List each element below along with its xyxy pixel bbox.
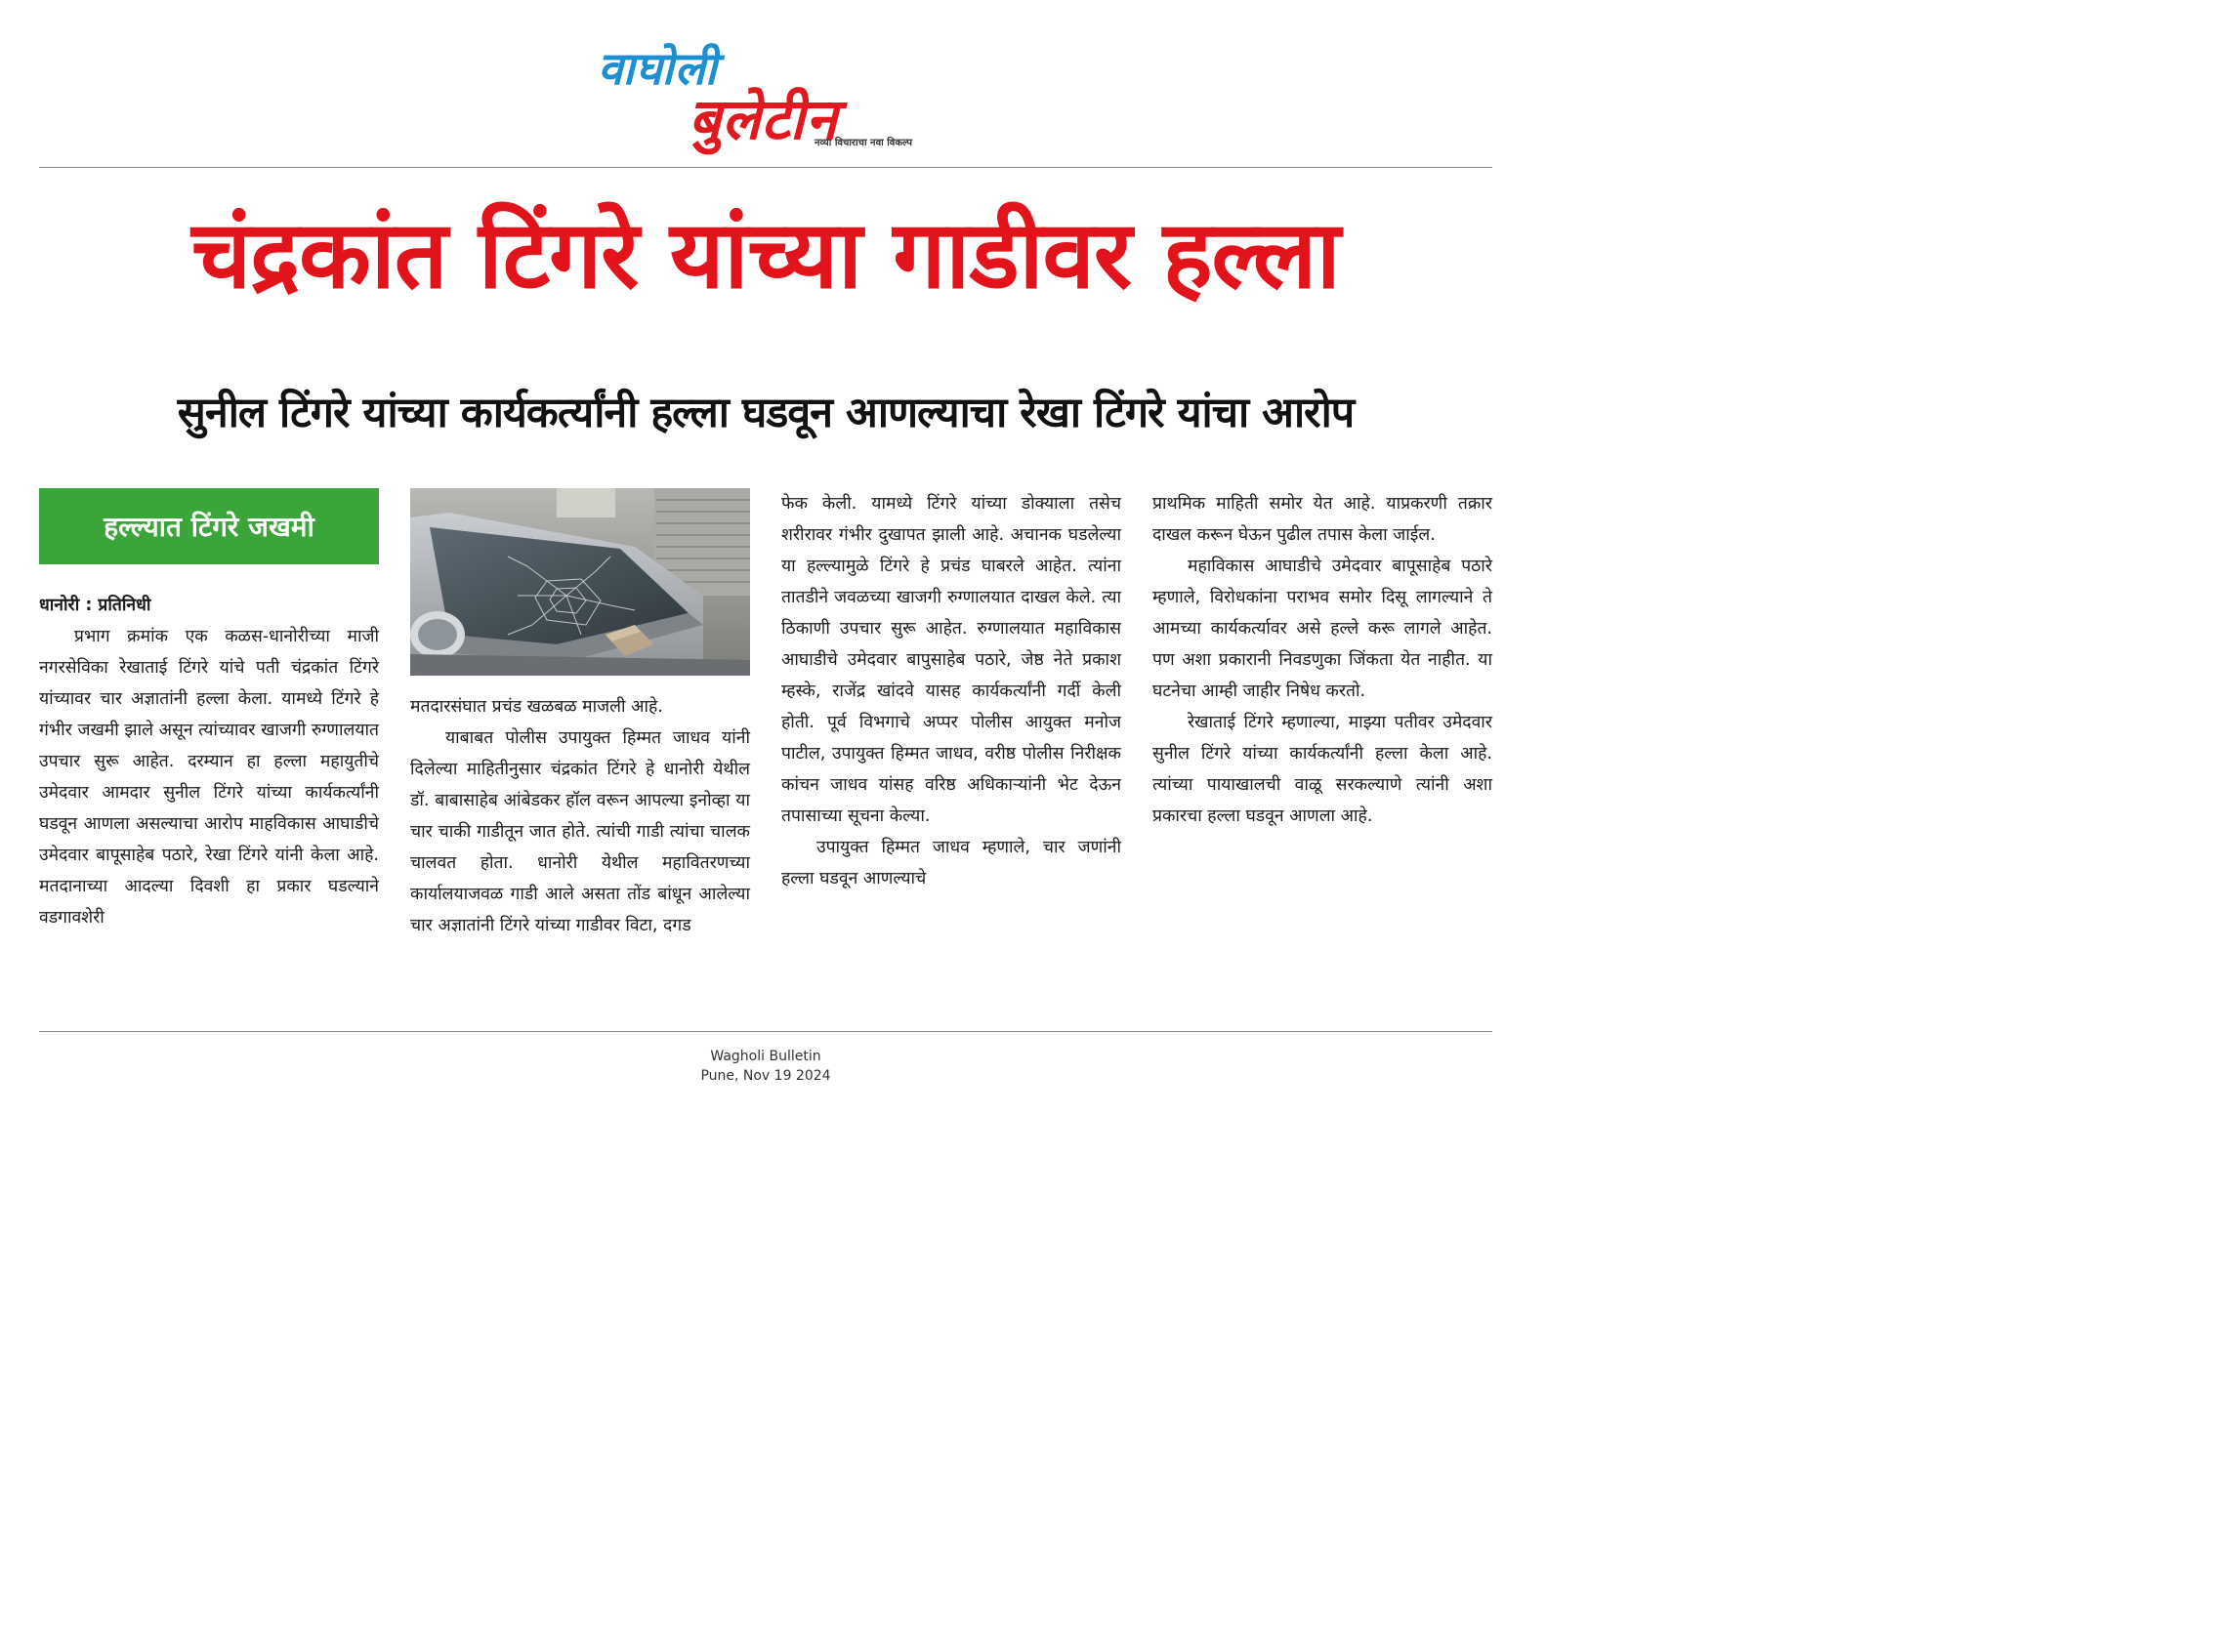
masthead-logo	[586, 37, 918, 152]
paragraph: प्राथमिक माहिती समोर येत आहे. याप्रकरणी तक्रार दाखल करून घेऊन पुढील तपास केला जाईल.	[1152, 494, 1492, 545]
news-photo	[410, 488, 750, 676]
paragraph: मतदारसंघात प्रचंड खळबळ माजली आहे.	[410, 697, 663, 717]
logo-tagline: नव्या विचाराचा नवा विकल्प	[814, 138, 912, 148]
paragraph: उपायुक्त हिम्मत जाधव म्हणाले, चार जणांनी हल्ला घडवून आणल्याचे	[781, 838, 1121, 888]
main-headline: चंद्रकांत टिंगरे यांच्या गाडीवर हल्ला	[191, 200, 1340, 310]
bottom-divider	[39, 1031, 1492, 1032]
article-column-3	[781, 488, 1121, 894]
article-column-2	[410, 691, 750, 941]
footer	[0, 1047, 1531, 1086]
paragraph: प्रभाग क्रमांक एक कळस-धानोरीच्या माजी नगरसेविका रेखाताई टिंगरे यांचे पती चंद्रकांत टिंगरे यांच्यावर चार अज्ञातांनी हल्ला केला. यामध्ये टिंगरे हे गंभीर जखमी झाले असून त्यांच्यावर खाजगी रुग्णालयात उपचार सुरू आहेत. दरम्यान हा हल्ला महायुतीचे उमेदवार आमदार सुनील टिंगरे यांच्या कार्यकर्त्यांनी घडवून आणला असल्याचा आरोप माहविकास आघाडीचे उमेदवार बापूसाहेब पठारे, रेखा टिंगरे यांनी केला आहे. मतदानाच्या आदल्या दिवशी हा प्रकार घडल्याने वडगावशेरी	[39, 627, 379, 928]
logo-wagholi: वाघोली	[598, 42, 718, 95]
callout-box	[39, 488, 379, 564]
logo-bulletin: बुलेटीन	[689, 86, 838, 152]
paragraph: याबाबत पोलीस उपायुक्त हिम्मत जाधव यांनी दिलेल्या माहितीनुसार चंद्रकांत टिंगरे हे धानोरी येथील डॉ. बाबासाहेब आंबेडकर हॉल वरून आपल्या इनोव्हा या चार चाकी गाडीतून जात होते. त्यांची गाडी त्यांचा चालक चालवत होता. धानोरी येथील महावितरणच्या कार्यालयाजवळ गाडी आले असता तोंड बांधून आलेल्या चार अज्ञातांनी टिंगरे यांच्या गाडीवर विटा, दगड	[410, 728, 750, 935]
callout-text: हल्ल्यात टिंगरे जखमी	[104, 511, 314, 543]
footer-publication: Wagholi Bulletin	[710, 1049, 821, 1064]
paragraph: महाविकास आघाडीचे उमेदवार बापूसाहेब पठारे म्हणाले, विरोधकांना पराभव समोर दिसू लागल्याने ते आमच्या कार्यकर्त्यावर असे हल्ले करू लागले आहेत. पण अशा प्रकारानी निवडणुका जिंकता येत नाहीत. या घटनेचा आम्ही जाहीर निषेध करतो.	[1152, 557, 1492, 701]
footer-date: Pune, Nov 19 2024	[700, 1068, 831, 1084]
sub-headline: सुनील टिंगरे यांच्या कार्यकर्त्यांनी हल्ला घडवून आणल्याचा रेखा टिंगरे यांचा आरोप	[177, 389, 1355, 437]
car-windshield-photo-icon	[410, 488, 750, 676]
article-column-4	[1152, 488, 1492, 832]
top-divider	[39, 167, 1492, 168]
paragraph: रेखाताई टिंगरे म्हणाल्या, माझ्या पतीवर उमेदवार सुनील टिंगरे यांच्या कार्यकर्त्यांनी हल्ला केला आहे. त्यांच्या पायाखालची वाळू सरकल्याणे त्यांनी अशा प्रकारचा हल्ला घडवून आणला आहे.	[1152, 713, 1492, 826]
paragraph: फेक केली. यामध्ये टिंगरे यांच्या डोक्याला तसेच शरीरावर गंभीर दुखापत झाली आहे. अचानक घडलेल्या या हल्ल्यामुळे टिंगरे हे प्रचंड घाबरले आहेत. त्यांना तातडीने जवळच्या खाजगी रुग्णालयात दाखल केले. त्या ठिकाणी उपचार सुरू आहेत. रुग्णालयात महाविकास आघाडीचे उमेदवार बापुसाहेब पठारे, जेष्ठ नेते प्रकाश म्हस्के, राजेंद्र खांदवे यासह कार्यकर्त्यांनी गर्दी केली होती. पूर्व विभगाचे अप्पर पोलीस आयुक्त मनोज पाटील, उपायुक्त हिम्मत जाधव, वरीष्ठ पोलीस निरीक्षक कांचन जाधव यांसह वरिष्ठ अधिकाऱ्यांनी भेट देऊन तपासाच्या सूचना केल्या.	[781, 494, 1121, 826]
dateline: धानोरी : प्रतिनिधी	[39, 596, 151, 615]
article-column-1	[39, 590, 379, 933]
